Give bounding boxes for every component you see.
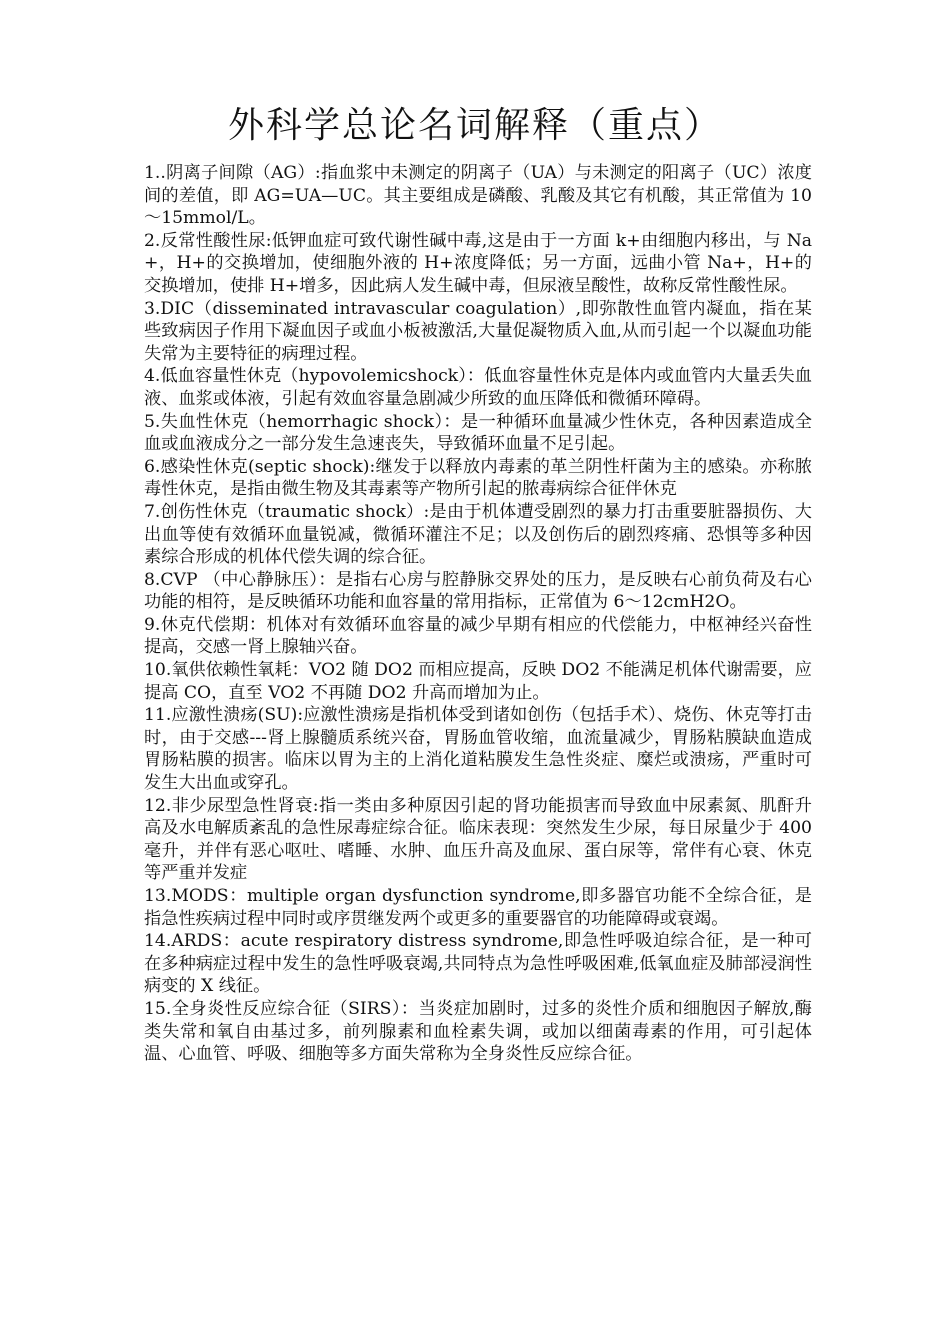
term-entry-15: 15.全身炎性反应综合征（SIRS）：当炎症加剧时，过多的炎性介质和细胞因子解放,酶类失常和氧自由基过多，前列腺素和血栓素失调，或加以细菌毒素的作用，可引起体温、心血管、呼吸、细胞等多方面失常称为全身炎性反应综合征。 (144, 998, 812, 1065)
term-entry-13: 13.MODS：multiple organ dysfunction syndrome,即多器官功能不全综合征，是指急性疾病过程中同时或序贯继发两个或更多的重要器官的功能障碍或衰竭。 (144, 886, 812, 929)
term-entry-11: 11.应激性溃疡(SU):应激性溃疡是指机体受到诸如创伤（包括手术）、烧伤、休克等打击时，由于交感---肾上腺髓质系统兴奋，胃肠血管收缩，血流量减少，胃肠粘膜缺血造成胃肠粘膜的损害。临床以胃为主的上消化道粘膜发生急性炎症、糜烂或溃疡，严重时可发生大出血或穿孔。 (144, 705, 812, 794)
term-entry-6: 6.感染性休克(septic shock):继发于以释放内毒素的革兰阴性杆菌为主的感染。亦称脓毒性休克，是指由微生物及其毒素等产物所引起的脓毒病综合征伴休克 (144, 456, 812, 500)
term-entry-8: 8.CVP （中心静脉压）：是指右心房与腔静脉交界处的压力，是反映右心前负荷及右心功能的相符，是反映循环功能和血容量的常用指标，正常值为 6～12cmH2O。 (144, 569, 812, 613)
term-entry-10: 10.氧供依赖性氧耗：VO2 随 DO2 而相应提高，反映 DO2 不能满足机体代谢需要，应提高 CO，直至 VO2 不再随 DO2 升高而增加为止。 (144, 660, 812, 703)
term-entry-5: 5.失血性休克（hemorrhagic shock）：是一种循环血量减少性休克，各种因素造成全血或血液成分之一部分发生急速丧失，导致循环血量不足引起。 (144, 411, 812, 455)
term-entry-7: 7.创伤性休克（traumatic shock）:是由于机体遭受剧烈的暴力打击重要脏器损伤、大出血等使有效循环血量锐减，微循环灌注不足；以及创伤后的剧烈疼痛、恐惧等多种因素综合形成的机体代偿失调的综合征。 (144, 501, 812, 568)
term-entry-1: 1..阴离子间隙（AG）:指血浆中未测定的阴离子（UA）与未测定的阳离子（UC）浓度间的差值，即 AG=UA—UC。其主要组成是磷酸、乳酸及其它有机酸，其正常值为 10～15mmol/L。 (144, 163, 812, 229)
term-entry-3: 3.DIC（disseminated intravascular coagulation）,即弥散性血管内凝血，指在某些致病因子作用下凝血因子或血小板被激活,大量促凝物质入血,从而引起一个以凝血功能失常为主要特征的病理过程。 (144, 298, 812, 364)
term-entry-9: 9.休克代偿期：机体对有效循环血容量的减少早期有相应的代偿能力，中枢神经兴奋性提高，交感一肾上腺轴兴奋。 (144, 614, 812, 658)
term-entry-14: 14.ARDS：acute respiratory distress syndrome,即急性呼吸迫综合征，是一种可在多种病症过程中发生的急性呼吸衰竭,共同特点为急性呼吸困难,低氧血症及肺部浸润性病变的 X 线征。 (144, 931, 812, 997)
term-entry-2: 2.反常性酸性尿:低钾血症可致代谢性碱中毒,这是由于一方面 k+由细胞内移出，与 Na+，H+的交换增加，使细胞外液的 H+浓度降低；另一方面，远曲小管 Na+，H+的交换增加，使排 H+增多，因此病人发生碱中毒，但尿液呈酸性，故称反常性酸性尿。 (144, 230, 812, 296)
page-title: 外科学总论名词解释（重点） (227, 105, 722, 146)
term-list (144, 162, 812, 1066)
term-entry-12: 12.非少尿型急性肾衰:指一类由多种原因引起的肾功能损害而导致血中尿素氮、肌酐升高及水电解质紊乱的急性尿毒症综合征。临床表现：突然发生少尿，每日尿量少于 400 毫升，并伴有恶心呕吐、嗜睡、水肿、血压升高及血尿、蛋白尿等，常伴有心衰、休克等严重并发症 (144, 795, 812, 884)
term-entry-4: 4.低血容量性休克（hypovolemicshock）：低血容量性休克是体内或血管内大量丢失血液、血浆或体液，引起有效血容量急剧减少所致的血压降低和微循环障碍。 (144, 366, 812, 409)
